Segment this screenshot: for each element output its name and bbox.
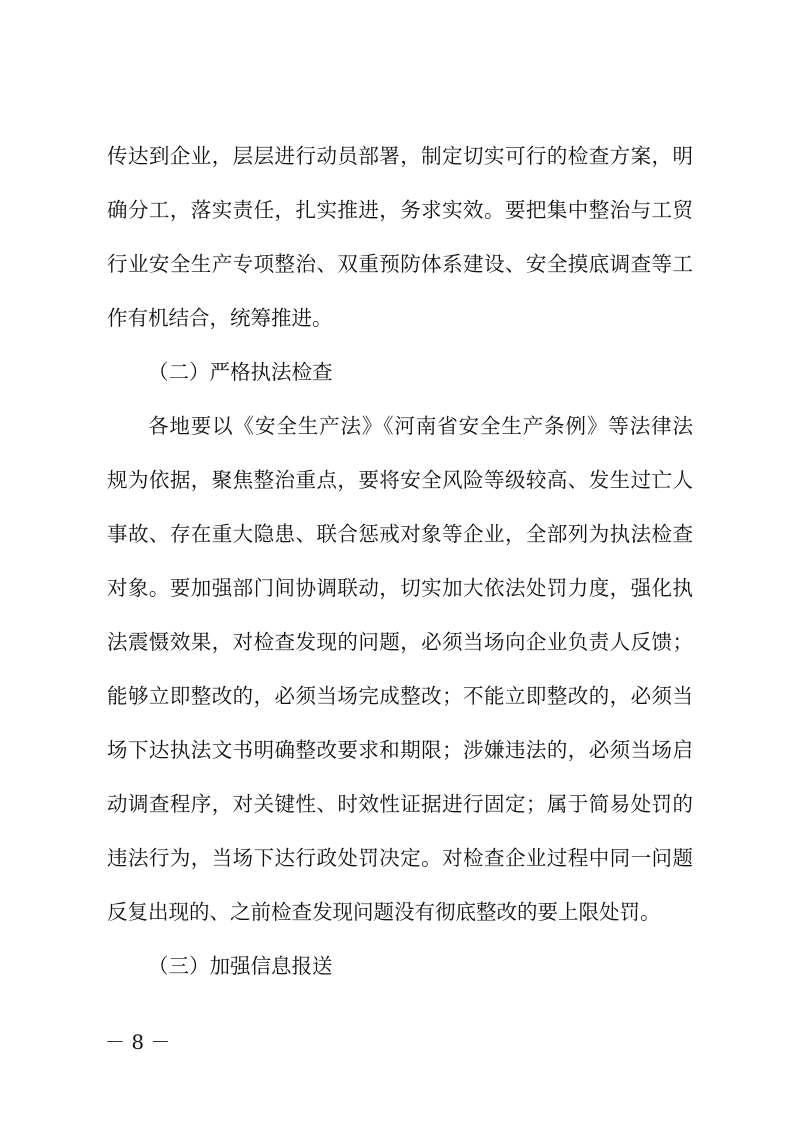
paragraph-line: 规为依据，聚焦整治重点，要将安全风险等级较高、发生过亡人 bbox=[107, 468, 693, 492]
paragraph-line: 对象。要加强部门间协调联动，切实加大依法处罚力度，强化执 bbox=[107, 576, 693, 600]
page-number: － 8 － bbox=[105, 1030, 171, 1054]
paragraph-line: 反复出现的、之前检查发现问题没有彻底整改的要上限处罚。 bbox=[107, 900, 661, 924]
paragraph-line: 行业安全生产专项整治、双重预防体系建设、安全摸底调查等工 bbox=[107, 252, 693, 276]
paragraph-line: 作有机结合，统筹推进。 bbox=[107, 306, 333, 330]
paragraph-line: 各地要以《安全生产法》《河南省安全生产条例》等法律法 bbox=[148, 414, 693, 438]
section-heading: （三）加强信息报送 bbox=[148, 954, 333, 978]
paragraph-line: 违法行为，当场下达行政处罚决定。对检查企业过程中同一问题 bbox=[107, 846, 693, 870]
paragraph-line: 场下达执法文书明确整改要求和期限；涉嫌违法的，必须当场启 bbox=[107, 738, 693, 762]
paragraph-line: 法震慑效果，对检查发现的问题，必须当场向企业负责人反馈； bbox=[107, 630, 693, 654]
paragraph-line: 事故、存在重大隐患、联合惩戒对象等企业，全部列为执法检查 bbox=[107, 522, 693, 546]
paragraph-line: 动调查程序，对关键性、时效性证据进行固定；属于简易处罚的 bbox=[107, 792, 693, 816]
paragraph-line: 确分工，落实责任，扎实推进，务求实效。要把集中整治与工贸 bbox=[107, 198, 693, 222]
paragraph-line: 传达到企业，层层进行动员部署，制定切实可行的检查方案，明 bbox=[107, 144, 693, 168]
paragraph-line: 能够立即整改的，必须当场完成整改；不能立即整改的，必须当 bbox=[107, 684, 693, 708]
section-heading: （二）严格执法检查 bbox=[148, 360, 333, 384]
